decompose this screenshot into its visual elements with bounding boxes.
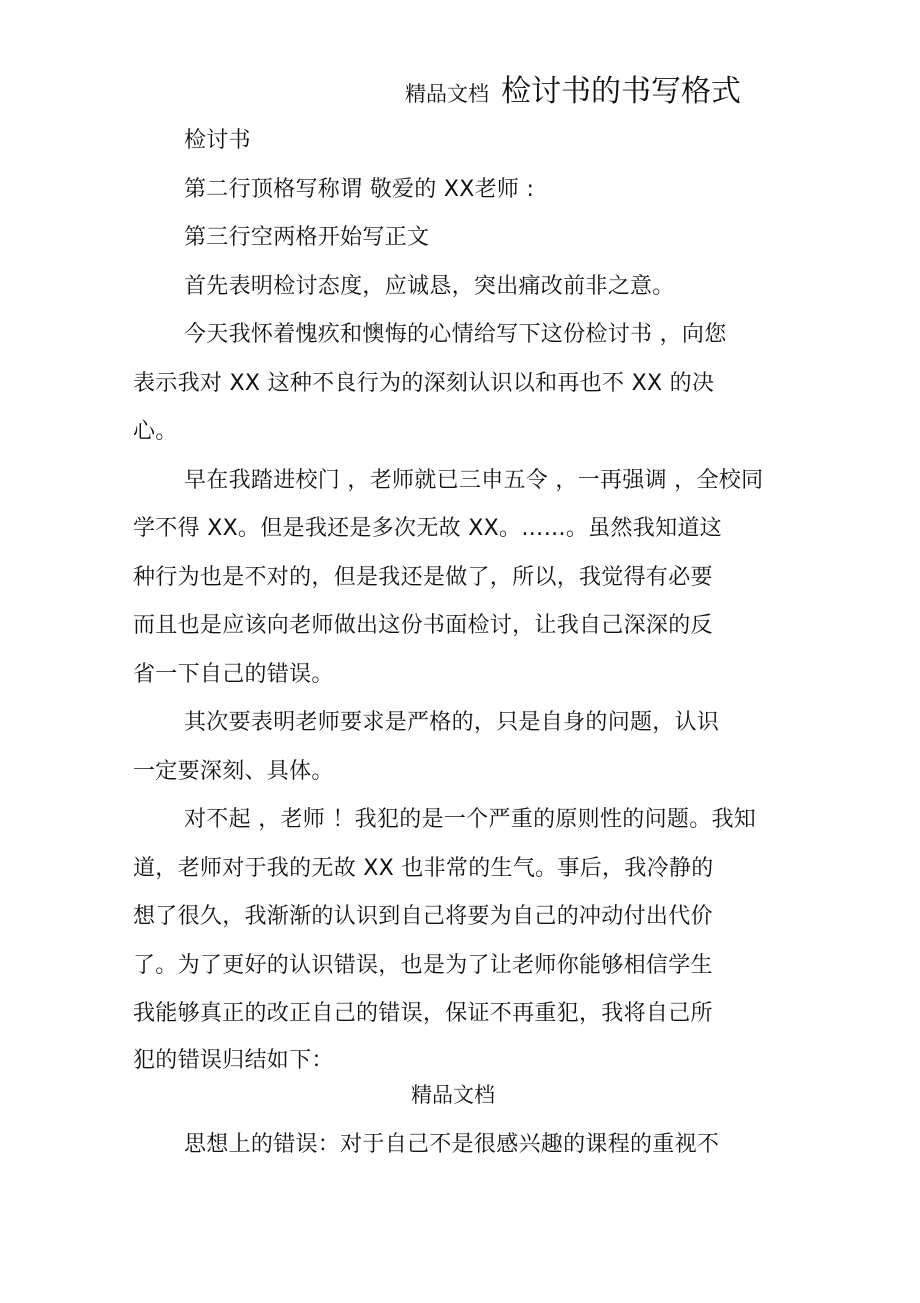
body-line: 学不得 XX。但是我还是多次无故 XX。……。虽然我知道这 <box>133 516 722 541</box>
body-line: 一定要深刻、具体。 <box>133 759 334 784</box>
body-line: 我能够真正的改正自己的错误，保证不再重犯，我将自己所 <box>133 1001 713 1026</box>
body-line: 第二行顶格写称谓 敬爱的 XX老师 : <box>184 177 535 202</box>
document-title: 检讨书的书写格式 <box>501 74 741 109</box>
header-label: 精品文档 <box>405 82 489 106</box>
body-line: 思想上的错误：对于自己不是很感兴趣的课程的重视不 <box>184 1132 720 1157</box>
body-line: 今天我怀着愧疚和懊悔的心情给写下这份检讨书 ，向您 <box>184 322 727 347</box>
body-line: 了。为了更好的认识错误，也是为了让老师你能够相信学生 <box>133 953 713 978</box>
body-line: 表示我对 XX 这种不良行为的深刻认识以和再也不 XX 的决 <box>133 371 715 396</box>
body-line: 心。 <box>133 419 178 444</box>
body-line: 对不起 ，老师 ！我犯的是一个严重的原则性的问题。我知 <box>184 807 757 832</box>
page-footer-label: 精品文档 <box>411 1083 495 1107</box>
body-line: 种行为也是不对的，但是我还是做了，所以，我觉得有必要 <box>133 565 713 590</box>
body-line: 早在我踏进校门 ，老师就已三申五令 ，一再强调 ，全校同 <box>184 468 764 493</box>
body-line: 其次要表明老师要求是严格的，只是自身的问题，认识 <box>184 710 720 735</box>
body-line: 首先表明检讨态度，应诚恳，突出痛改前非之意。 <box>184 274 675 299</box>
body-line: 省一下自己的错误。 <box>133 662 334 687</box>
body-line: 第三行空两格开始写正文 <box>184 225 430 250</box>
body-line: 检讨书 <box>184 128 251 153</box>
body-line: 想了很久，我渐渐的认识到自己将要为自己的冲动付出代价 <box>133 904 713 929</box>
body-line: 犯的错误归结如下： <box>133 1048 334 1073</box>
body-line: 道，老师对于我的无故 XX 也非常的生气。事后，我冷静的 <box>133 856 714 881</box>
page-header <box>405 66 741 110</box>
body-line: 而且也是应该向老师做出这份书面检讨，让我自己深深的反 <box>133 613 713 638</box>
